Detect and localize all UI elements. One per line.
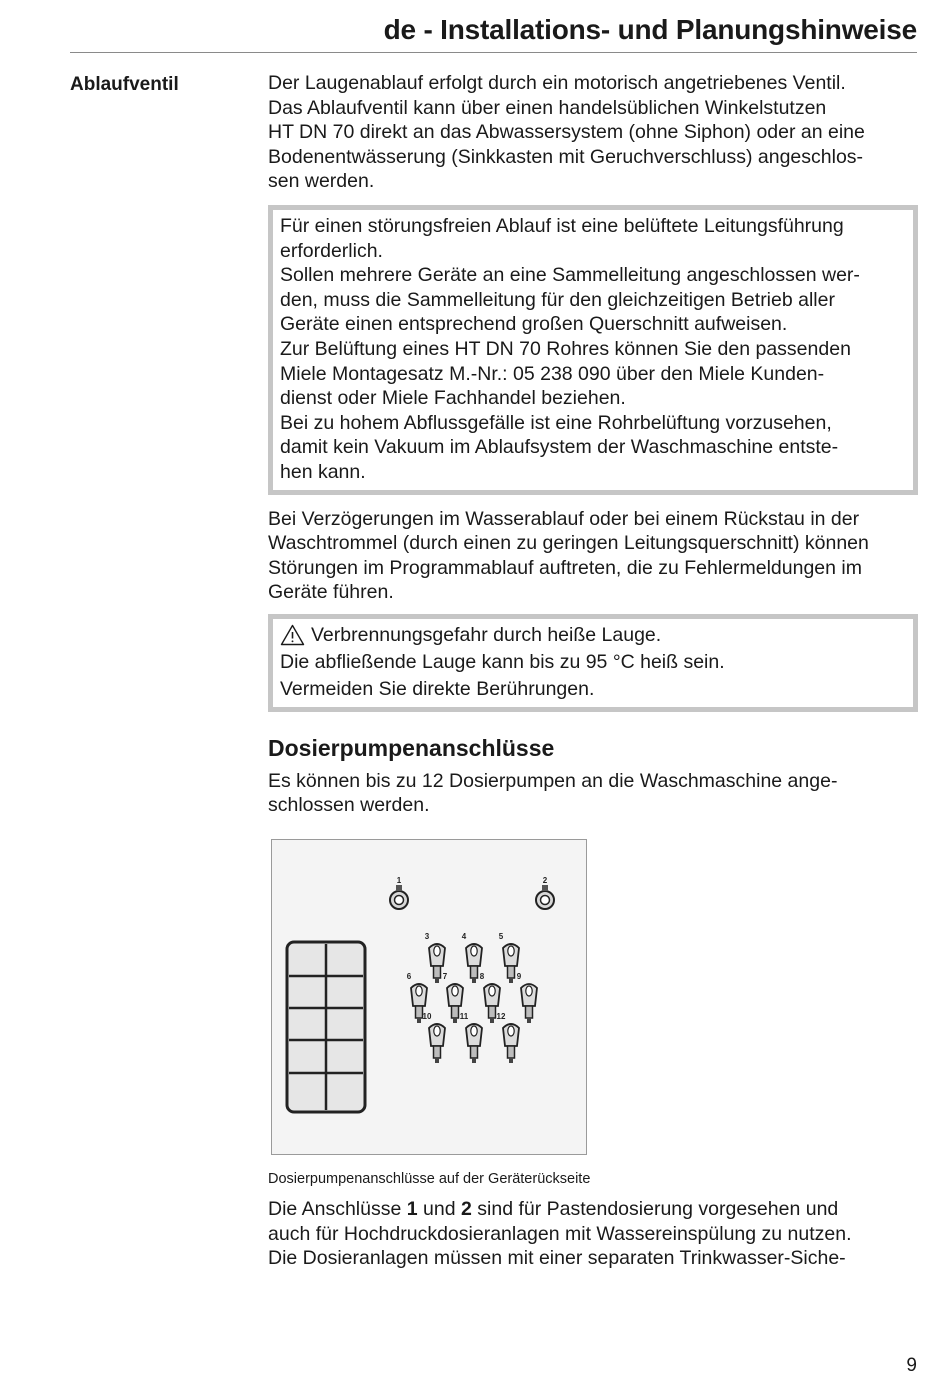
- text-line: Miele Montagesatz M.-Nr.: 05 238 090 über den Miele Kunden-: [280, 362, 825, 385]
- text-line: Der Laugenablauf erfolgt durch ein motorisch angetriebenes Ventil.: [268, 72, 846, 94]
- connector-1: [390, 876, 408, 909]
- text-line: Bodenentwässerung (Sinkkasten mit Geruchverschluss) angeschlos-: [268, 145, 864, 168]
- dosing-connectors-illustration: [272, 840, 586, 1154]
- text-line: erforderlich.: [280, 239, 383, 262]
- text-segment: Die Anschlüsse: [268, 1198, 407, 1221]
- text-line: Es können bis zu 12 Dosierpumpen an die Waschmaschine ange-: [268, 769, 838, 792]
- text-line: schlossen werden.: [268, 794, 430, 817]
- dosing-intro-paragraph: [268, 769, 918, 818]
- text-line: Die Dosieranlagen müssen mit einer separaten Trinkwasser-Siche-: [268, 1247, 846, 1270]
- connector-label: 4: [461, 932, 467, 942]
- text-line: Für einen störungsfreien Ablauf ist eine belüftete Leitungsführung: [280, 214, 844, 237]
- text-segment: sind für Pastendosierung vorgesehen und: [471, 1198, 839, 1221]
- main-content: [268, 71, 918, 1271]
- text-line: Bei Verzögerungen im Wasserablauf oder bei einem Rückstau in der: [268, 507, 860, 530]
- section-label-ablaufventil: Ablaufventil: [70, 74, 179, 95]
- section-heading-dosing: Dosierpumpenanschlüsse: [268, 734, 555, 761]
- text-line: sen werden.: [268, 170, 375, 193]
- text-line: Zur Belüftung eines HT DN 70 Rohres können Sie den passenden: [280, 337, 851, 360]
- text-line: hen kann.: [280, 460, 366, 483]
- drain-intro-paragraph: [268, 71, 918, 194]
- drain-backflow-paragraph: [268, 507, 918, 605]
- burn-warning-box: [268, 614, 918, 712]
- text-line: Bei zu hohem Abflussgefälle ist eine Rohrbelüftung vorzusehen,: [280, 411, 832, 434]
- warning-triangle-icon: [280, 624, 305, 646]
- text-segment: und: [417, 1198, 461, 1221]
- warning-line: Vermeiden Sie direkte Berührungen.: [280, 677, 595, 700]
- dosing-connectors-figure: [271, 839, 587, 1155]
- text-line: Waschtrommel (durch einen zu geringen Leitungsquerschnitt) können: [268, 532, 869, 555]
- connector-10: [423, 1012, 445, 1063]
- connector-label: 6: [406, 972, 412, 982]
- connector-ref-1: 1: [406, 1198, 418, 1221]
- text-line: damit kein Vakuum im Ablaufsystem der Waschmaschine entste-: [280, 436, 839, 459]
- connector-label: 3: [424, 932, 430, 942]
- text-line: Sollen mehrere Geräte an eine Sammelleitung angeschlossen wer-: [280, 264, 860, 287]
- connector-2: [536, 876, 554, 909]
- connector-label: 8: [479, 972, 485, 982]
- connector-9: [517, 972, 537, 1023]
- text-line: HT DN 70 direkt an das Abwassersystem (ohne Siphon) oder an eine: [268, 121, 865, 144]
- drain-note-box: [268, 205, 918, 495]
- text-line: Das Ablaufventil kann über einen handelsüblichen Winkelstutzen: [268, 96, 827, 119]
- page-header-title: de - Installations- und Planungshinweise: [383, 14, 917, 45]
- connector-label: 1: [396, 876, 402, 886]
- connector-12: [497, 1012, 519, 1063]
- connector-label: 7: [442, 972, 448, 982]
- connector-ref-2: 2: [460, 1198, 472, 1221]
- text-line: auch für Hochdruckdosieranlagen mit Wassereinspülung zu nutzen.: [268, 1222, 852, 1245]
- connector-label: 2: [542, 876, 548, 886]
- warning-title: Verbrennungsgefahr durch heiße Lauge.: [311, 623, 662, 646]
- text-line: Störungen im Programmablauf auftreten, die zu Fehlermeldungen im: [268, 556, 862, 579]
- text-line: den, muss die Sammelleitung für den gleichzeitigen Betrieb aller: [280, 288, 835, 311]
- connector-11: [460, 1012, 482, 1063]
- connector-label: 5: [498, 932, 504, 942]
- note-paragraph: [280, 214, 903, 485]
- connector-label: 10: [422, 1012, 432, 1022]
- dosing-text-paragraph: [268, 1197, 918, 1271]
- page-number: 9: [906, 1355, 917, 1376]
- warning-title-line: [280, 622, 903, 649]
- figure-caption: Dosierpumpenanschlüsse auf der Geräterückseite: [268, 1171, 591, 1188]
- header-divider: [70, 52, 917, 53]
- connector-label: 12: [496, 1012, 506, 1022]
- text-line: Geräte führen.: [268, 581, 394, 604]
- warning-line: Die abfließende Lauge kann bis zu 95 °C heiß sein.: [280, 650, 725, 673]
- connector-label: 11: [459, 1012, 469, 1022]
- text-line: dienst oder Miele Fachhandel beziehen.: [280, 387, 626, 410]
- text-line: Geräte einen entsprechend großen Querschnitt aufweisen.: [280, 313, 788, 336]
- connector-label: 9: [516, 972, 522, 982]
